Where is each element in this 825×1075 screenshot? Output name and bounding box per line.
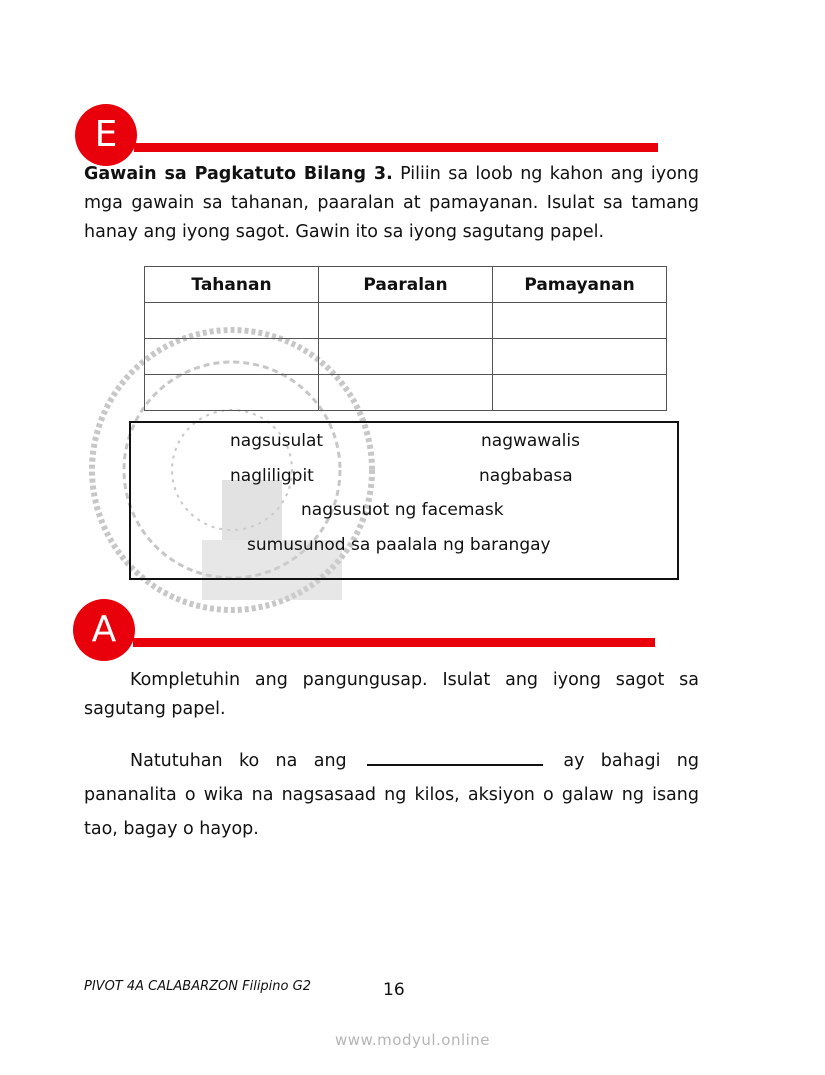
answer-table <box>144 266 667 411</box>
table-cell <box>145 303 319 339</box>
section-a-divider <box>133 638 655 647</box>
table-row <box>145 375 667 411</box>
module-label: PIVOT 4A CALABARZON Filipino G2 <box>84 979 311 994</box>
table-cell <box>319 339 493 375</box>
website-watermark: www.modyul.online <box>334 1031 491 1049</box>
section-e-letter: E <box>94 114 118 155</box>
activity-instructions: Gawain sa Pagkatuto Bilang 3. Piliin sa loob ng kahon ang iyong mga gawain sa tahanan, paaralan at pamayanan. Isulat sa tamang hanay ang iyong sagot. Gawin ito sa iyong sagutang papel. <box>84 164 699 242</box>
word-choice-box <box>129 421 679 580</box>
table-cell <box>493 303 667 339</box>
table-row <box>145 339 667 375</box>
answer-blank <box>367 750 543 766</box>
table-cell <box>319 375 493 411</box>
table-cell <box>145 339 319 375</box>
table-cell <box>493 375 667 411</box>
section-e-badge <box>75 104 137 166</box>
word-choice: nagwawalis <box>481 431 580 451</box>
section-e-divider <box>134 143 658 152</box>
activity-title: Gawain sa Pagkatuto Bilang 3 <box>84 164 387 184</box>
table-cell <box>493 339 667 375</box>
column-header-paaralan: Paaralan <box>319 267 493 303</box>
word-choice: nagliligpit <box>230 466 314 486</box>
table-cell <box>319 303 493 339</box>
assessment-instruction: Kompletuhin ang pangungusap. Isulat ang iyong sagot sa sagutang papel. <box>84 670 699 719</box>
section-a-badge <box>73 599 135 661</box>
section-a-letter: A <box>91 609 117 650</box>
table-row <box>145 303 667 339</box>
word-choice: nagsusuot ng facemask <box>301 500 504 520</box>
assessment-sentence: Natutuhan ko na ang ay bahagi ng pananalita o wika na nagsasaad ng kilos, aksiyon o galaw ng isang tao, bagay o hayop. <box>84 751 699 839</box>
word-choice: nagbabasa <box>479 466 573 486</box>
table-cell <box>145 375 319 411</box>
column-header-pamayanan: Pamayanan <box>493 267 667 303</box>
column-header-tahanan: Tahanan <box>145 267 319 303</box>
word-choice: nagsusulat <box>230 431 324 451</box>
page-number: 16 <box>383 980 405 1000</box>
word-choice: sumusunod sa paalala ng barangay <box>247 535 551 555</box>
